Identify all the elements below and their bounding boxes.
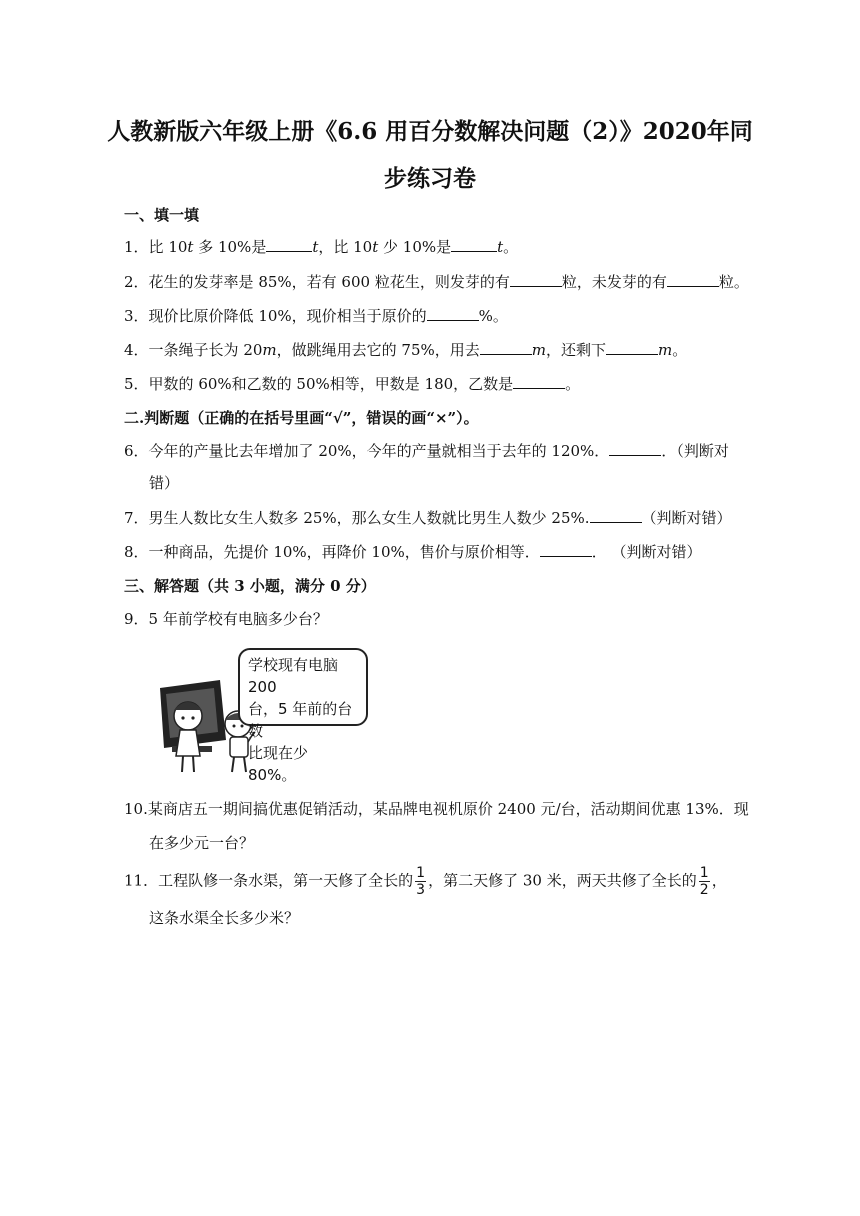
fraction-one-third: $\frac{1}{3}$ (416, 865, 426, 898)
question-10: 10.某商店五一期间搞优惠促销活动，某品牌电视机原价 2400 元/台，活动期间优惠 13%．现 (124, 800, 749, 818)
question-8: 8．一种商品，先提价 10%，再降价 10%，售价与原价相等． ． （判断对错） (124, 543, 702, 561)
section-fill-in: 一、填一填 (124, 206, 200, 224)
question-5: 5．甲数的 60%和乙数的 50%相等，甲数是 180，乙数是 。 (124, 375, 581, 393)
question-6-continued: 错） (149, 474, 180, 492)
speech-bubble: 学校现有电脑 200 台，5 年前的台数 比现在少 80%。 (238, 648, 368, 726)
answer-blank[interactable] (540, 542, 592, 557)
answer-blank[interactable] (513, 374, 565, 389)
answer-blank[interactable] (480, 340, 532, 355)
answer-blank[interactable] (510, 272, 562, 287)
question-2: 2．花生的发芽率是 85%，若有 600 粒花生，则发芽的有 粒，未发芽的有 粒。 (124, 273, 749, 291)
question-1: 1．比 10t 多 10%是 t，比 10t 少 10%是 t。 (124, 238, 519, 256)
question-7: 7．男生人数比女生人数多 25%，那么女生人数就比男生人数少 25%. （判断对错） (124, 509, 732, 527)
page-title-line2: 步练习卷 (384, 165, 476, 192)
answer-blank[interactable] (609, 441, 661, 456)
section-solve: 三、解答题（共 3 小题，满分 0 分） (124, 577, 376, 595)
answer-blank[interactable] (590, 508, 642, 523)
answer-blank[interactable] (667, 272, 719, 287)
question-11: 11．工程队修一条水渠，第一天修了全长的 $\frac{1}{3}$ ，第二天修了 30 米，两天共修了全长的 $\frac{1}{2}$ ， (124, 865, 727, 898)
question-11-continued: 这条水渠全长多少米？ (149, 909, 300, 927)
question-4: 4．一条绳子长为 20m，做跳绳用去它的 75%，用去 m，还剩下 m。 (124, 341, 688, 359)
question-6: 6．今年的产量比去年增加了 20%，今年的产量就相当于去年的 120%． ．（判断对 (124, 442, 729, 460)
question-9: 9．5 年前学校有电脑多少台？ (124, 610, 328, 628)
answer-blank[interactable] (451, 237, 497, 252)
answer-blank[interactable] (427, 306, 479, 321)
question-10-continued: 在多少元一台？ (149, 834, 255, 852)
question-9-illustration (146, 644, 396, 784)
fraction-one-half: $\frac{1}{2}$ (699, 865, 709, 898)
answer-blank[interactable] (266, 237, 312, 252)
question-3: 3．现价比原价降低 10%，现价相当于原价的 %。 (124, 307, 508, 325)
answer-blank[interactable] (606, 340, 658, 355)
section-true-false: 二.判断题（正确的在括号里画“√”，错误的画“×”）。 (124, 409, 479, 427)
page-title: 人教新版六年级上册《6.6 用百分数解决问题（2）》2020年同 (107, 118, 753, 145)
